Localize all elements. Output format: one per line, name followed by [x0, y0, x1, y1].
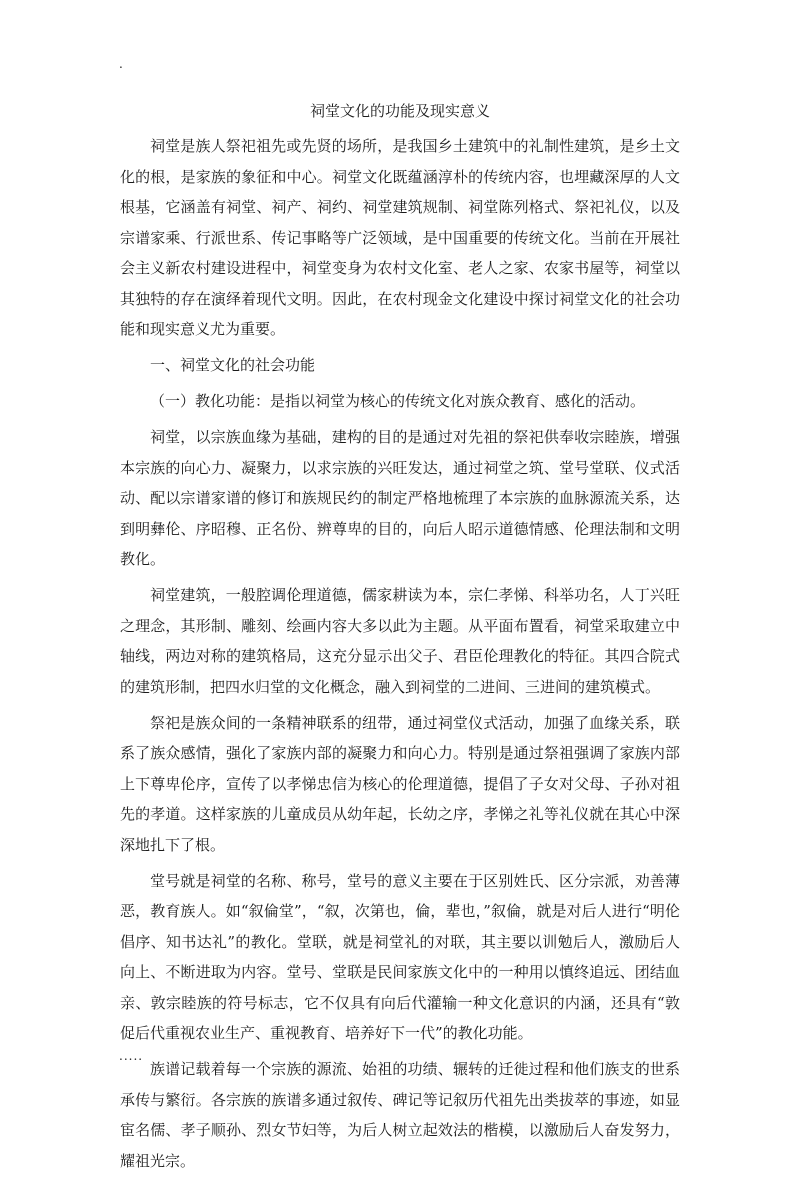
paragraph-architecture: 祠堂建筑，一般腔调伦理道德，儒家耕读为本，宗仁孝悌、科举功名，人丁兴旺之理念，其形制、雕刻、绘画内容大多以此为主题。从平面布置看，祠堂采取建立中轴线，两边对称的建筑格局，这充分显示出父子、君臣伦理教化的特征。其四合院式的建筑形制，把四水归堂的文化概念，融入到祠堂的二进间、三进间的建筑模式。: [120, 586, 680, 696]
section-heading: 一、祠堂文化的社会功能: [150, 356, 316, 374]
footer-mark: .....: [119, 1049, 144, 1063]
page-title: 祠堂文化的功能及现实意义: [309, 102, 490, 120]
intro-paragraph: 祠堂是族人祭祀祖先或先贤的场所，是我国乡土建筑中的礼制性建筑，是乡土文化的根，是家族的象征和中心。祠堂文化既蕴涵淳朴的传统内容，也埋藏深厚的人文根基，它涵盖有祠堂、祠产、祠约、祠堂建筑规制、祠堂陈列格式、祭祀礼仪，以及宗谱家乘、行派世系、传记事略等广泛领域，是中国重要的传统文化。当前在开展社会主义新农村建设进程中，祠堂变身为农村文化室、老人之家、农家书屋等，祠堂以其独特的存在演绎着现代文明。因此，在农村现金文化建设中探讨祠堂文化的社会功能和现实意义尤为重要。: [120, 137, 680, 338]
paragraph-hall-name: 堂号就是祠堂的名称、称号，堂号的意义主要在于区别姓氏、区分宗派，劝善薄恶，教育族人。如“叙倫堂”，“叙，次第也，倫，辈也，”叙倫，就是对后人进行“明伦倡序、知书达礼”的教化。堂联，就是祠堂礼的对联，其主要以训勉后人，激励后人向上、不断进取为内容。堂号、堂联是民间家族文化中的一种用以慎终追远、团结血亲、敦宗睦族的符号标志，它不仅具有向后代灌输一种文化意识的内涵，还具有“敦促后代重视农业生产、重视教育、培养好下一代”的教化功能。: [120, 871, 680, 1042]
paragraph-sacrifice: 祭祀是族众间的一条精神联系的纽带，通过祠堂仪式活动，加强了血缘关系，联系了族众感情，强化了家族内部的凝聚力和向心力。特别是通过祭祖强调了家族内部上下尊卑伦序，宣传了以孝悌忠信为核心的伦理道德，提倡了子女对父母、子孙对祖先的孝道。这样家族的儿童成员从幼年起，长幼之序，孝悌之礼等礼仪就在其心中深深地扎下了根。: [120, 713, 680, 854]
paragraph-genealogy: 族谱记载着每一个宗族的源流、始祖的功绩、辗转的迁徙过程和他们族支的世系承传与繁衍。各宗族的族谱多通过叙传、碑记等记叙历代祖先出类拔萃的事迹，如显宦名儒、孝子顺孙、烈女节妇等，为后人树立起效法的楷模，以激励后人奋发努力，耀祖光宗。: [120, 1060, 680, 1170]
paragraph-ancestral-hall: 祠堂，以宗族血缘为基础，建构的目的是通过对先祖的祭祀供奉收宗睦族，增强本宗族的向心力、凝聚力，以求宗族的兴旺发达，通过祠堂之筑、堂号堂联、仪式活动、配以宗谱家谱的修订和族规民约的制定严格地梳理了本宗族的血脉源流关系，达到明彝伦、序昭穆、正名份、辨尊卑的目的，向后人昭示道德情感、伦理法制和文明教化。: [120, 428, 680, 568]
document-body: [120, 131, 680, 1182]
header-mark: .: [119, 57, 123, 71]
subsection-heading: （一）教化功能：是指以祠堂为核心的传统文化对族众教育、感化的活动。: [150, 392, 646, 410]
